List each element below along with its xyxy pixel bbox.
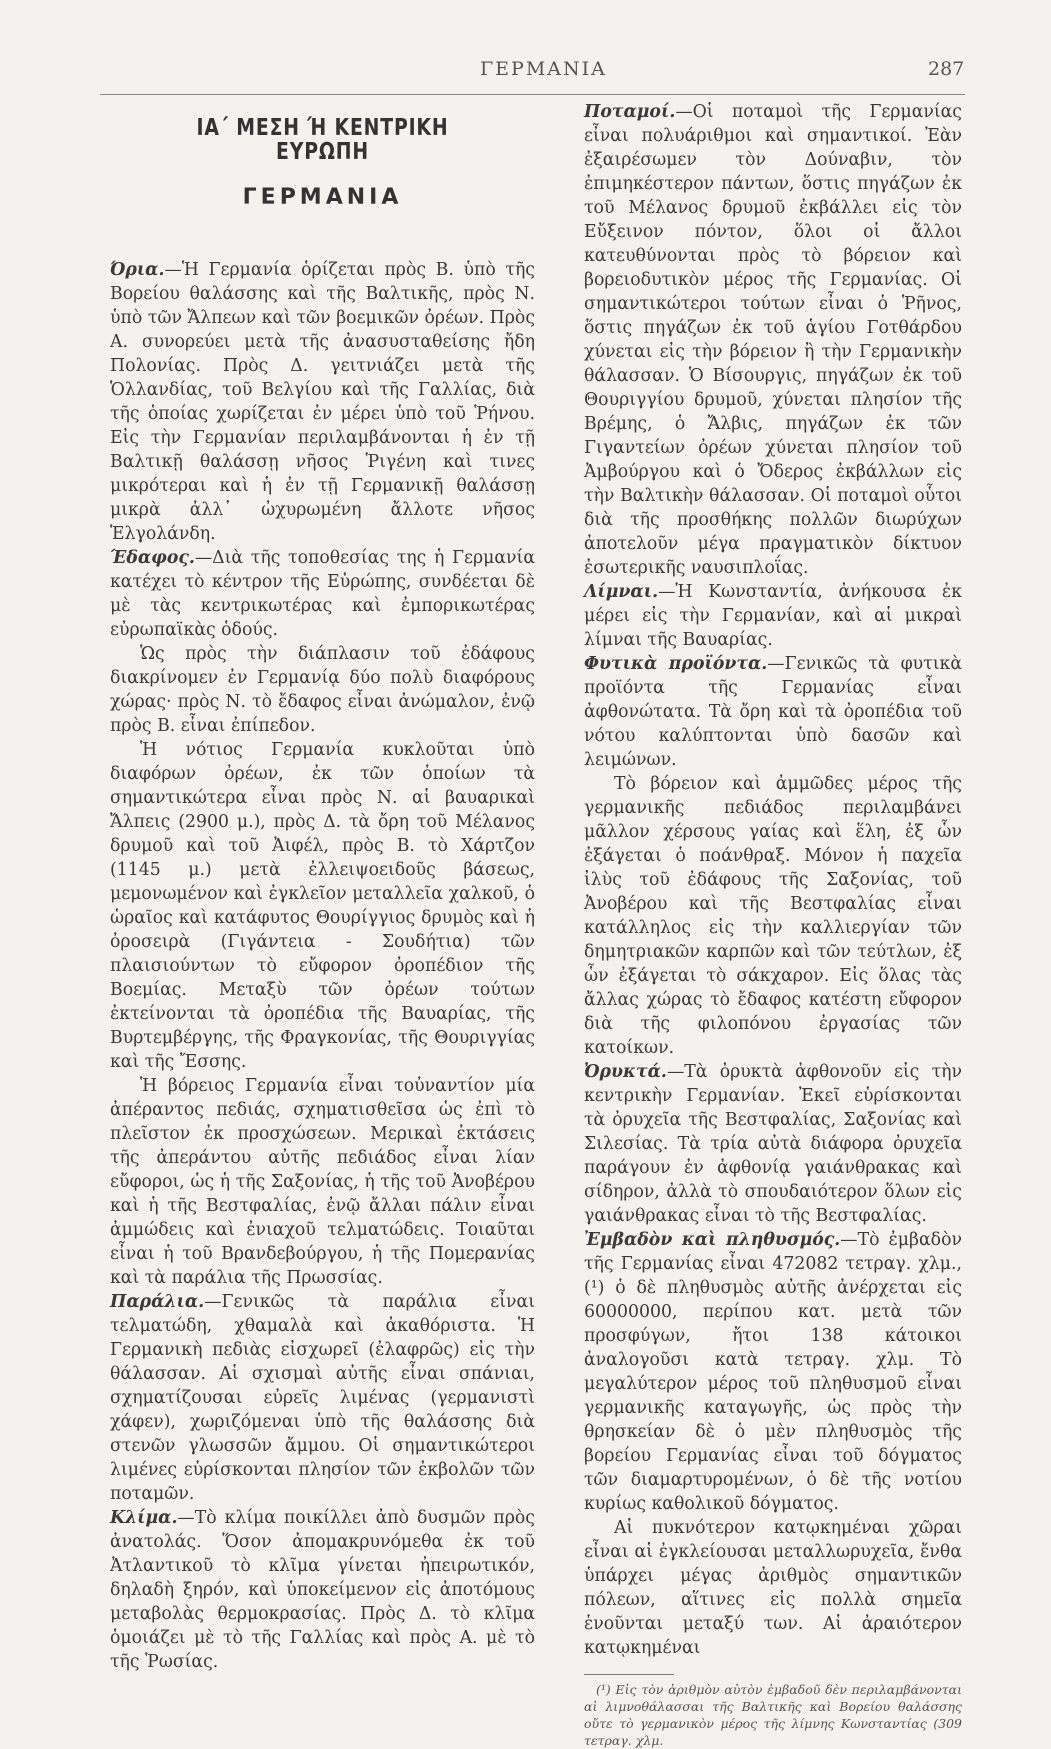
chapter-title: ΙΑ΄ ΜΕΣΗ Ή ΚΕΝΤΡΙΚΗ ΕΥΡΩΠΗ: [196, 115, 449, 165]
paragraph-borders: [110, 258, 535, 546]
paragraph-coasts: [110, 1290, 535, 1506]
paragraph-heading: Ποταμοί.: [584, 102, 676, 122]
paragraph-minerals: [584, 1060, 962, 1228]
paragraph-plant-products: [584, 652, 962, 772]
left-column: [110, 100, 535, 1674]
running-header: [0, 58, 1051, 88]
paragraph-heading: Όρια.: [110, 260, 165, 280]
paragraph-text: Ἡ βόρειος Γερμανία εἶναι τοὐναντίον μία ἀπέραντος πεδιάς, σχηματισθεῖσα ὡς ἐπὶ τὸ πλεῖστον ἐκ προσχώσεων. Μερικαὶ ἐκτάσεις τῆς ἀπεράντου αὐτῆς πεδιάδος εἶναι λίαν εὔφοροι, ὡς ἡ τῆς Σαξονίας, ἡ τῆς τοῦ Ἀνοβέρου καὶ ἡ τῆς Βεστφαλίας, ἐνῷ ἄλλαι πάλιν εἶναι ἀμμώδεις καὶ ἐνιαχοῦ τελματώδεις. Τοιαῦται εἶναι ἡ τοῦ Βρανδεβούργου, ἡ τῆς Πομερανίας καὶ τὰ παράλια τῆς Πρωσσίας.: [110, 1076, 535, 1288]
paragraph-heading: Ὀρυκτά.: [584, 1062, 667, 1082]
footnote: (¹) Εἰς τὸν ἀριθμὸν αὐτὸν ἐμβαδοῦ δὲν περιλαμβάνονται αἱ λιμνοθάλασσαι τῆς Βαλτικῆς καὶ Βορείου θαλάσσης οὔτε τὸ γερμανικὸν μέρος τῆς λίμνης Κωνσταντίας (309 τετραγ. χλμ.: [584, 1682, 962, 1748]
paragraph-lakes: [584, 580, 962, 652]
paragraph-text: —Ἡ Γερμανία ὁρίζεται πρὸς Β. ὑπὸ τῆς Βορείου θαλάσσης καὶ τῆς Βαλτικῆς, πρὸς Ν. ὑπὸ τῶν Ἄλπεων καὶ τῶν βοεμικῶν ὀρέων. Πρὸς Α. συνορεύει μετὰ τῆς ἀνασυσταθείσης ἤδη Πολονίας. Πρὸς Δ. γειτνιάζει μετὰ τῆς Ὁλλανδίας, τοῦ Βελγίου καὶ τῆς Γαλλίας, διὰ τῆς ὁποίας χωρίζεται ἐν μέρει ὑπὸ τοῦ Ῥήνου. Εἰς τὴν Γερμανίαν περιλαμβάνονται ἡ ἐν τῇ Βαλτικῇ θαλάσσῃ νῆσος Ῥιγένη καὶ τινες μικρότεραι καὶ ἡ ἐν τῇ Γερμανικῇ θαλάσσῃ μικρὰ ἀλλ᾿ ὠχυρωμένη ἄλλοτε νῆσος Ἑλγολάνδη.: [110, 260, 535, 544]
section-title: ΓΕΡΜΑΝΙΑ: [242, 185, 403, 210]
page-number: 287: [928, 58, 965, 80]
header-rule: [100, 94, 965, 95]
paragraph-text: —Γενικῶς τὰ φυτικὰ προϊόντα τῆς Γερμανίας εἶναι ἀφθονώτατα. Τὰ ὄρη καὶ τὰ ὀροπέδια τοῦ νότου καλύπτονται ὑπὸ δασῶν καὶ λειμώνων.: [584, 654, 962, 770]
paragraph-terrain: [110, 546, 535, 642]
right-column: [584, 100, 962, 1749]
paragraph-heading: Λίμναι.: [584, 582, 659, 602]
paragraph-text: —Τὰ ὀρυκτὰ ἀφθονοῦν εἰς τὴν κεντρικὴν Γερμανίαν. Ἐκεῖ εὑρίσκονται τὰ ὀρυχεῖα τῆς Βεστφαλίας, Σαξονίας καὶ Σιλεσίας. Τὰ τρία αὐτὰ διάφορα ὀρυχεῖα παράγουν ἐν ἀφθονίᾳ γαιάνθρακας καὶ σίδηρον, ἀλλὰ τὸ σπουδαιότερον ὅλων εἰς γαιάνθρακας εἶναι τὸ τῆς Βεστφαλίας.: [584, 1062, 962, 1226]
footnote-rule: [584, 1674, 674, 1675]
paragraph-climate: [110, 1506, 535, 1674]
paragraph-text: —Τὸ ἐμβαδὸν τῆς Γερμανίας εἶναι 472082 τετραγ. χλμ., (¹) ὁ δὲ πληθυσμὸς αὐτῆς ἀνέρχεται εἰς 60000000, περίπου κατ. μετὰ τῶν προσφύγων, ἤτοι 138 κάτοικοι ἀναλογοῦσι κατὰ τετραγ. χλμ. Τὸ μεγαλύτερον μέρος τοῦ πληθυσμοῦ εἶναι γερμανικῆς καταγωγῆς, ὡς πρὸς τὴν θρησκείαν δὲ ὁ μὲν πληθυσμὸς τῆς βορείου Γερμανίας εἶναι τοῦ δόγματος τῶν διαμαρτυρομένων, ὁ δὲ τῆς νοτίου κυρίως καθολικοῦ δόγματος.: [584, 1230, 962, 1514]
paragraph-text: Τὸ βόρειον καὶ ἀμμῶδες μέρος τῆς γερμανικῆς πεδιάδος περιλαμβάνει μᾶλλον χέρσους γαίας καὶ ἕλη, ἐξ ὧν ἐξάγεται ὁ ποάνθραξ. Μόνον ἡ παχεῖα ἰλὺς τοῦ ἐδάφους τῆς Σαξονίας, τοῦ Ἀνοβέρου καὶ τῆς Βεστφαλίας εἶναι κατάλληλος εἰς τὴν καλλιεργίαν τῶν δημητριακῶν καρπῶν καὶ τῶν τεύτλων, ἐξ ὧν ἐξάγεται τὸ σάκχαρον. Εἰς ὅλας τὰς ἄλλας χώρας τὸ ἔδαφος κατέστη εὔφορον διὰ τῆς φιλοπόνου ἐργασίας τῶν κατοίκων.: [584, 774, 962, 1058]
paragraph-rivers: [584, 100, 962, 580]
paragraph-text: —Διὰ τῆς τοποθεσίας της ἡ Γερμανία κατέχει τὸ κέντρον τῆς Εὐρώπης, συνδέεται δὲ μὲ τὰς κεντρικωτέρας καὶ ἐμπορικωτέρας εὐρωπαϊκὰς ὁδούς.: [110, 548, 535, 640]
paragraph-relief: [110, 642, 535, 738]
paragraph-north: [110, 1074, 535, 1290]
paragraph-northern-plain: [584, 772, 962, 1060]
paragraph-text: —Τὸ κλίμα ποικίλλει ἀπὸ δυσμῶν πρὸς ἀνατολάς. Ὅσον ἀπομακρυνόμεθα ἐκ τοῦ Ἀτλαντικοῦ τὸ κλῖμα γίνεται ἠπειρωτικόν, δηλαδὴ ξηρόν, καὶ ὑποκείμενον εἰς ἀποτόμους μεταβολὰς θερμοκρασίας. Πρὸς Δ. τὸ κλῖμα ὁμοιάζει μὲ τὸ τῆς Γαλλίας καὶ πρὸς Α. μὲ τὸ τῆς Ῥωσίας.: [110, 1508, 535, 1672]
paragraph-text: —Οἱ ποταμοὶ τῆς Γερμανίας εἶναι πολυάριθμοι καὶ σημαντικοί. Ἐὰν ἐξαιρέσωμεν τὸν Δούναβιν, τὸν ἐπιμηκέστερον πάντων, ὅστις πηγάζων ἐκ τοῦ Μέλανος δρυμοῦ ἐκβάλλει εἰς τὸν Εὔξεινον πόντον, ὅλοι οἱ ἄλλοι κατευθύνονται πρὸς τὸ βόρειον καὶ βορειοδυτικὸν μέρος τῆς Γερμανίας. Οἱ σημαντικώτεροι τούτων εἶναι ὁ Ῥῆνος, ὅστις πηγάζων ἐκ τοῦ ἁγίου Γοτθάρδου χύνεται εἰς τὴν βόρειον ἢ τὴν Γερμανικὴν θάλασσαν. Ὁ Βίσουργις, πηγάζων ἐκ τοῦ Θουριγγίου δρυμοῦ, χύνεται πλησίον τῆς Βρέμης, ὁ Ἄλβις, πηγάζων ἐκ τῶν Γιγαντείων ὀρέων χύνεται πλησίον τοῦ Ἀμβούργου καὶ ὁ Ὄδερος ἐκβάλλων εἰς τὴν Βαλτικὴν θάλασσαν. Οἱ ποταμοὶ οὗτοι διὰ τῆς προσθήκης πολλῶν διωρύχων ἀποτελοῦν μέγα πραγματικὸν δίκτυον ἐσωτερικῆς ναυσιπλοΐας.: [584, 102, 962, 578]
paragraph-text: Ἡ νότιος Γερμανία κυκλοῦται ὑπὸ διαφόρων ὀρέων, ἐκ τῶν ὁποίων τὰ σημαντικώτερα εἶναι πρὸς Ν. αἱ βαυαρικαὶ Ἄλπεις (2900 μ.), πρὸς Δ. τὰ ὄρη τοῦ Μέλανος δρυμοῦ καὶ τοῦ Ἀιφέλ, πρὸς Β. τὸ Χάρτζον (1145 μ.) μετὰ ἐλλειψοειδοῦς βάσεως, μεμονωμένον καὶ ἐγκλεῖον μεταλλεῖα χαλκοῦ, ὁ ὡραῖος καὶ κατάφυτος Θουρίγγιος δρυμὸς καὶ ἡ ὀροσειρὰ (Γιγάντεια - Σουδήτια) τῶν πλαισιούντων τὸ εὔφορον ὀροπέδιον τῆς Βοεμίας. Μεταξὺ τῶν ὀρέων τούτων ἐκτείνονται τὰ ὀροπέδια τῆς Βαυαρίας, τῆς Βυρτεμβέργης, τῆς Φραγκονίας, τῆς Θουριγγίας καὶ τῆς Ἔσσης.: [110, 740, 535, 1072]
paragraph-heading: Έδαφος.: [110, 548, 195, 568]
paragraph-text: Ὡς πρὸς τὴν διάπλασιν τοῦ ἐδάφους διακρίνομεν ἐν Γερμανίᾳ δύο πολὺ διαφόρους χώρας· πρὸς Ν. τὸ ἔδαφος εἶναι ἀνώμαλον, ἐνῷ πρὸς Β. εἶναι ἐπίπεδον.: [110, 644, 535, 736]
paragraph-density: [584, 1516, 962, 1660]
paragraph-text: —Γενικῶς τὰ παράλια εἶναι τελματώδη, χθαμαλὰ καὶ ἀκαθόριστα. Ἡ Γερμανικὴ πεδιὰς εἰσχωρεῖ (ἐλαφρῶς) εἰς τὴν θάλασσαν. Αἱ σχισμαὶ αὐτῆς εἶναι σπάνιαι, σχηματίζουσαι εὐρεῖς λιμένας (γερμανιστὶ χάφεν), χωριζόμεναι ὑπὸ τῆς θαλάσσης διὰ στενῶν γλωσσῶν ἄμμου. Οἱ σημαντικώτεροι λιμένες εὑρίσκονται πλησίον τῶν ἐκβολῶν τῶν ποταμῶν.: [110, 1292, 535, 1504]
paragraph-heading: Ἐμβαδὸν καὶ πληθυσμός.: [584, 1230, 841, 1250]
paragraph-south: [110, 738, 535, 1074]
paragraph-text: —Ἡ Κωνσταντία, ἀνήκουσα ἐκ μέρει εἰς τὴν Γερμανίαν, καὶ αἱ μικραὶ λίμναι τῆς Βαυαρίας.: [584, 582, 962, 650]
running-title: ΓΕΡΜΑΝΙΑ: [480, 58, 607, 80]
paragraph-heading: Κλίμα.: [110, 1508, 178, 1528]
paragraph-heading: Παράλια.: [110, 1292, 205, 1312]
paragraph-text: Αἱ πυκνότερον κατῳκημέναι χῶραι εἶναι αἱ ἐγκλείουσαι μεταλλωρυχεῖα, ἔνθα ὑπάρχει μέγας ἀριθμὸς σημαντικῶν πόλεων, αἵτινες εἰς πολλὰ σημεῖα ἑνοῦνται μεταξύ των. Αἱ ἀραιότερον κατῳκημέναι: [584, 1518, 962, 1658]
paragraph-area-population: [584, 1228, 962, 1516]
paragraph-heading: Φυτικὰ προϊόντα.: [584, 654, 768, 674]
